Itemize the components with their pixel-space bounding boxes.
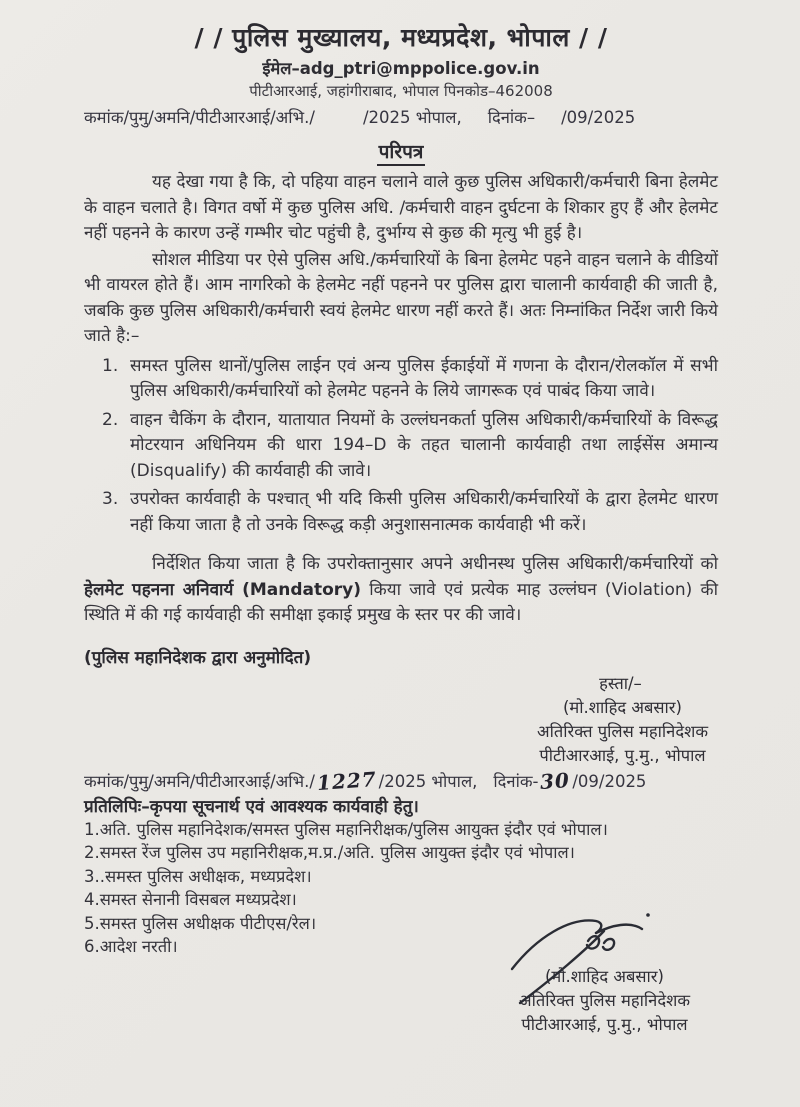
copy-to-item: 4.समस्त सेनानी विसबल मध्यप्रदेश। [84, 890, 297, 909]
signature-block-bottom [519, 965, 690, 1037]
copy-to-heading: प्रतिलिपिः–कृपया सूचनार्थ एवं आवश्यक कार्यवाही हेतु। [84, 796, 419, 817]
paragraph-3 [84, 552, 718, 629]
page-title: / / पुलिस मुख्यालय, मध्यप्रदेश, भोपाल / / [194, 23, 608, 52]
paragraph-3-pre: निर्देशित किया जाता है कि उपरोक्तानुसार अपने अधीनस्थ पुलिस अधिकारी/कर्मचारियों को [152, 554, 718, 574]
copy-to-item: 5.समस्त पुलिस अधीक्षक पीटीएस/रेल। [84, 913, 317, 933]
signatory-office: पीटीआरआई, पु.मु., भोपाल [521, 1014, 688, 1034]
copy-to-list [84, 818, 718, 959]
date-label: दिनांक- [493, 771, 539, 791]
list-item-text: समस्त पुलिस थानों/पुलिस लाईन एवं अन्य पुलिस ईकाईयों में गणना के दौरान/रोलकॉल में सभी पुलिस अधिकारी/कर्मचारियों को हेलमेट पहनने के लिये जागरूक एवं पाबंद किया जावे। [130, 355, 718, 401]
ref-number-suffix: /2025 भोपाल, [378, 771, 478, 791]
mandatory-emphasis: हेलमेट पहनना अनिवार्य (Mandatory) [84, 579, 362, 600]
signatory-name: (मो.शाहिद अबसार) [544, 966, 664, 986]
reference-number-line [84, 105, 718, 128]
list-item [84, 487, 718, 538]
copy-to-item: 6.आदेश नरती। [84, 937, 178, 956]
ref-number-prefix: कमांक/पुमु/अमनि/पीटीआरआई/अभि./ [84, 108, 315, 127]
copy-to-item: 2.समस्त रेंज पुलिस उप महानिरीक्षक,म.प्र./अति. पुलिस आयुक्त इंदौर एवं भोपाल। [84, 843, 575, 862]
email-line: ईमेल–adg_ptri@mppolice.gov.in [262, 59, 540, 78]
circular-heading: परिपत्र [84, 138, 718, 164]
ref-number-suffix: /2025 भोपाल, [362, 108, 462, 127]
copy-to-item: 3..समस्त पुलिस अधीक्षक, मध्यप्रदेश। [84, 866, 312, 886]
signatory-designation: अतिरिक्त पुलिस महानिदेशक [536, 721, 708, 741]
list-item-text: वाहन चैकिंग के दौरान, यातायात नियमों के उल्लंघनकर्ता पुलिस अधिकारी/कर्मचारियों के विरूद्ध मोटरयान अधिनियम की धारा 194–D के तहत चालानी कार्यवाही तथा लाईसेंस अमान्य (Disqualify) की कार्यवाही की जावे। [130, 409, 718, 481]
date-label: दिनांक– [487, 108, 536, 127]
issued-reference-line [84, 766, 718, 795]
list-item [84, 408, 718, 485]
copy-to-item: 1.अति. पुलिस महानिदेशक/समस्त पुलिस महानिरीक्षक/पुलिस आयुक्त इंदौर एवं भोपाल। [84, 819, 608, 839]
list-item-text: उपरोक्त कार्यवाही के पश्चात् भी यदि किसी पुलिस अधिकारी/कर्मचारियों के द्वारा हेलमेट धारण नहीं किया जाता है तो उनके विरूद्ध कड़ी अनुशासनात्मक कार्यवाही भी करें। [130, 489, 718, 535]
list-item-number: 3. [102, 489, 119, 509]
directive-list [84, 354, 718, 539]
date-partial: /09/2025 [561, 108, 636, 127]
list-item-number: 2. [102, 409, 119, 430]
list-item-number: 1. [102, 355, 119, 376]
handwritten-ref-number: 1227 [316, 766, 378, 795]
signatory-designation: अतिरिक्त पुलिस महानिदेशक [518, 990, 690, 1010]
approval-note: (पुलिस महानिदेशक द्वारा अनुमोदित) [84, 647, 312, 668]
list-item [84, 354, 718, 405]
address-line: पीटीआरआई, जहांगीराबाद, भोपाल पिनकोड–462008 [249, 82, 553, 100]
ref-number-prefix: कमांक/पुमु/अमनि/पीटीआरआई/अभि./ [84, 771, 315, 791]
paragraph-1: यह देखा गया है कि, दो पहिया वाहन चलाने वाले कुछ पुलिस अधिकारी/कर्मचारी बिना हेलमेट के वाहन चलाते है। विगत वर्षो में कुछ पुलिस अधि. /कर्मचारी वाहन दुर्घटना के शिकार हुए हैं और हेलमेट नहीं पहनने के कारण उन्हें गम्भीर चोट पहुंची है, दुर्भाग्य से कुछ की मृत्यु भी हुई है। [84, 172, 718, 243]
paragraph-2: सोशल मीडिया पर ऐसे पुलिस अधि./कर्मचारियों के बिना हेलमेट पहने वाहन चलाने के वीडियों भी वायरल होते हैं। आम नागरिको के हेलमेट नहीं पहनने पर पुलिस द्वारा चालानी कार्यवाही की जाती है, जबकि कुछ पुलिस अधिकारी/कर्मचारी स्वयं हेलमेट धारण नहीं करते हैं। अतः निम्नांकित निर्देश जारी किये जाते है:– [84, 249, 718, 346]
signature-block-top [537, 672, 708, 768]
handwritten-date-day: 30 [539, 767, 572, 794]
paragraph-3-post: किया जावे एवं प्रत्येक माह उल्लंघन (Violation) की स्थिति में की गई कार्यवाही की समीक्षा इकाई प्रमुख के स्तर पर की जावे। [84, 579, 718, 625]
signatory-name: (मो.शाहिद अबसार) [562, 697, 682, 717]
signed-abbreviation: हस्ता/– [599, 673, 642, 693]
signatory-office: पीटीआरआई, पु.मु., भोपाल [539, 745, 706, 765]
date-partial: /09/2025 [572, 771, 647, 791]
